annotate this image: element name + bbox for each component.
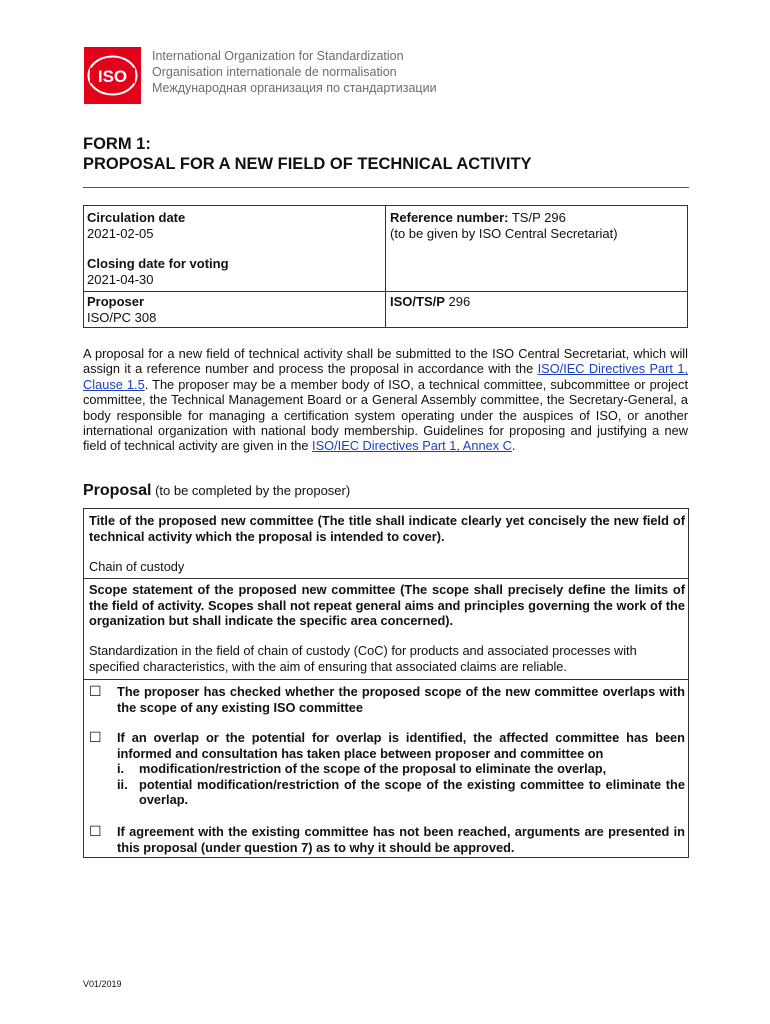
scope-prompt: Scope statement of the proposed new committee (The scope shall precisely define the limits of the field of activity. Scopes shall not repeat general aims and principles governing the work of the organization but shall indicate the specific area concerned). (89, 582, 685, 629)
sub-item-ii (117, 777, 685, 808)
reference-number-label: Reference number: (390, 210, 509, 225)
check-item-overlap-checked-text: The proposer has checked whether the proposed scope of the new committee overlaps with the scope of any existing ISO committee (117, 684, 685, 715)
circulation-date-value[interactable]: 2021-02-05 (87, 226, 154, 241)
iso-ts-cell (390, 294, 470, 310)
row-divider-2 (84, 679, 688, 680)
proposer-value[interactable]: ISO/PC 308 (87, 310, 157, 325)
proposal-heading-title: Proposal (83, 482, 152, 499)
scope-value[interactable]: Standardization in the field of chain of custody (CoC) for products and associated processes with specified characteristics, with the aim of ensuring that associated claims are reliable. (89, 643, 637, 674)
proposal-table (83, 508, 689, 858)
reference-number-cell (390, 210, 618, 242)
check-item-committee-informed-text: If an overlap or the potential for overlap is identified, the affected committee has been informed and consultation has taken place between proposer and committee on (117, 730, 685, 761)
intro-text-2: . The proposer may be a member body of ISO, a technical committee, subcommittee or project committee, the Technical Management Board or a General Assembly committee, the Secretary-General, a body responsible for managing a certification system operating under the auspices of ISO, or another international organization with national body membership. Guidelines for proposing and justifying a new field of technical activity are given in the (83, 376, 688, 454)
row-divider-1 (84, 578, 688, 579)
proposer-label: Proposer (87, 294, 145, 309)
reference-number-note: (to be given by ISO Central Secretariat) (390, 226, 618, 241)
circulation-date-label: Circulation date (87, 210, 186, 225)
closing-date-label: Closing date for voting (87, 256, 229, 271)
directives-annex-link[interactable]: ISO/IEC Directives Part 1, Annex C (312, 438, 512, 454)
title-value[interactable]: Chain of custody (89, 559, 185, 574)
info-table (83, 205, 688, 328)
proposal-heading (83, 482, 350, 500)
circulation-date-cell (87, 210, 185, 242)
proposal-heading-note: (to be completed by the proposer) (151, 483, 351, 498)
sub-item-ii-text: potential modification/restriction of the scope of the existing committee to eliminate the overlap. (139, 776, 685, 808)
intro-paragraph (83, 346, 688, 454)
form-title-line2: PROPOSAL FOR A NEW FIELD OF TECHNICAL ACTIVITY (83, 155, 532, 173)
sub-item-ii-number: ii. (117, 776, 128, 792)
intro-text-1: A proposal for a new field of technical activity shall be submitted to the ISO Central Secretariat, which will assign it a reference number and process the proposal in accordance with the (83, 346, 688, 377)
iso-ts-value[interactable]: 296 (444, 294, 471, 309)
org-name-english: International Organization for Standardization (152, 49, 404, 63)
check-item-committee-informed-body (117, 730, 685, 808)
check-item-agreement-not-reached-text: If agreement with the existing committee has not been reached, arguments are presented in this proposal (under question 7) as to why it should be approved. (117, 824, 685, 855)
iso-logo (84, 47, 141, 104)
org-name-french: Organisation internationale de normalisation (152, 65, 397, 79)
organization-names (152, 48, 437, 96)
directives-clause-link[interactable]: ISO/IEC Directives Part 1, Clause 1.5 (83, 361, 688, 392)
sub-item-i (117, 761, 685, 777)
sub-item-i-number: i. (117, 761, 125, 777)
logo-text: ISO (97, 67, 128, 86)
sub-item-i-text: modification/restriction of the scope of the proposal to eliminate the overlap, (139, 761, 607, 777)
version-footer: V01/2019 (83, 979, 122, 989)
org-name-russian: Международная организация по стандартизации (152, 81, 437, 95)
info-table-row-divider (84, 291, 687, 292)
form-title (83, 134, 532, 174)
iso-ts-label: ISO/TS/P (390, 294, 445, 309)
title-divider (83, 187, 689, 188)
form-title-line1: FORM 1: (83, 135, 151, 153)
proposer-cell (87, 294, 156, 326)
closing-date-cell (87, 256, 229, 288)
checkbox-icon[interactable]: ☐ (89, 683, 102, 699)
info-table-divider (385, 206, 386, 327)
title-prompt: Title of the proposed new committee (The title shall indicate clearly yet concisely the new field of technical activity which the proposal is intended to cover). (89, 513, 685, 544)
reference-number-value[interactable]: TS/P 296 (508, 210, 566, 225)
closing-date-value[interactable]: 2021-04-30 (87, 272, 154, 287)
checkbox-icon[interactable]: ☐ (89, 729, 102, 745)
checkbox-icon[interactable]: ☐ (89, 823, 102, 839)
intro-text-3: . (511, 438, 516, 454)
